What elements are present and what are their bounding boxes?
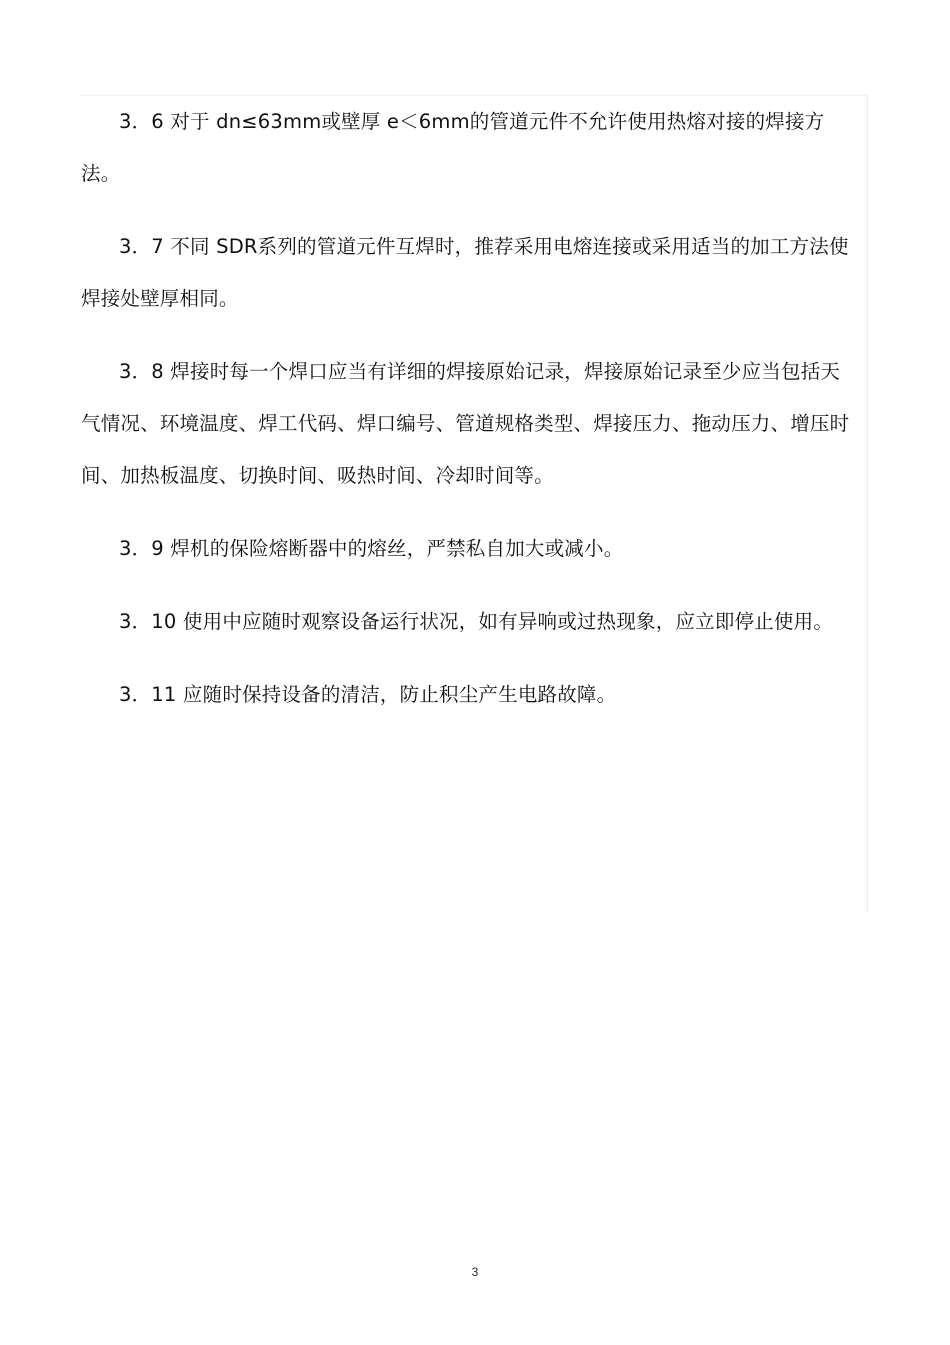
page-number: 3 — [471, 1265, 479, 1279]
paragraph-3-7: 3．7 不同 SDR系列的管道元件互焊时，推荐采用电熔连接或采用适当的加工方法使焊接处壁厚相同。 — [81, 235, 849, 310]
paragraph-3-8: 3．8 焊接时每一个焊口应当有详细的焊接原始记录，焊接原始记录至少应当包括天气情况、环境温度、焊工代码、焊口编号、管道规格类型、焊接压力、拖动压力、增压时间、加热板温度、切换时间、吸热时间、冷却时间等。 — [81, 360, 850, 487]
paragraph-3-11: 3．11 应随时保持设备的清洁，防止积尘产生电路故障。 — [119, 683, 617, 706]
document-body — [81, 96, 851, 721]
paragraph-3-10: 3．10 使用中应随时观察设备运行状况，如有异响或过热现象，应立即停止使用。 — [119, 610, 834, 633]
paragraph-3-6: 3．6 对于 dn≤63mm或壁厚 e＜6mm的管道元件不允许使用热熔对接的焊接方法。 — [81, 110, 825, 185]
paragraph-3-9: 3．9 焊机的保险熔断器中的熔丝，严禁私自加大或减小。 — [119, 537, 624, 560]
